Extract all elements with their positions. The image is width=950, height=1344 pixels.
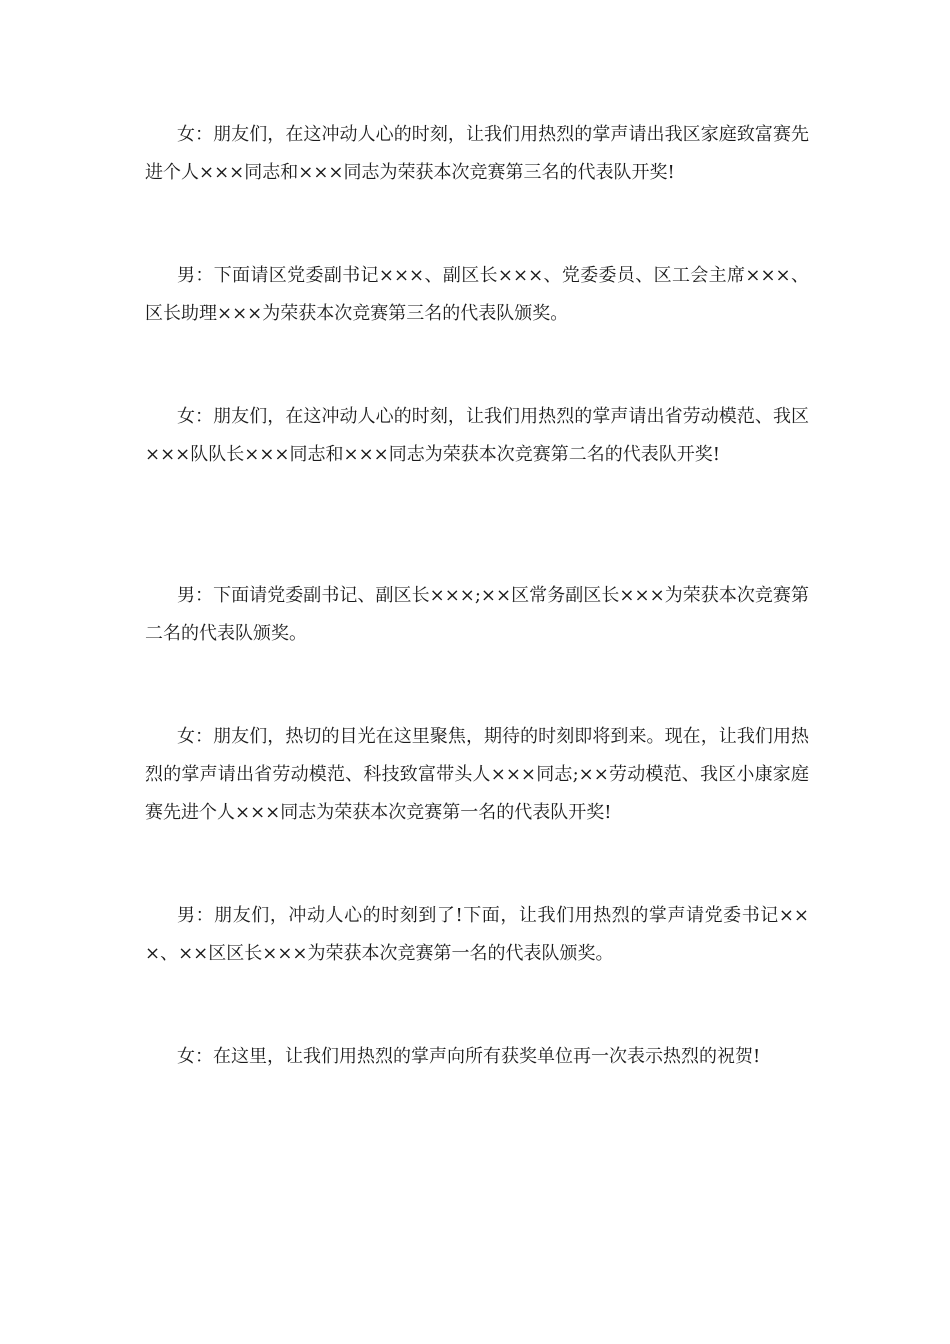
- paragraph-female-host-third-prize-opening: 女：朋友们，在这冲动人心的时刻，让我们用热烈的掌声请出我区家庭致富赛先进个人×××同志和×××同志为荣获本次竞赛第三名的代表队开奖!: [145, 124, 809, 183]
- paragraph-male-host-first-prize-award: 男：朋友们，冲动人心的时刻到了!下面，让我们用热烈的掌声请党委书记×××、××区区长×××为荣获本次竞赛第一名的代表队颁奖。: [145, 905, 809, 964]
- paragraph-female-host-closing: 女：在这里，让我们用热烈的掌声向所有获奖单位再一次表示热烈的祝贺!: [177, 1046, 761, 1067]
- paragraph-female-host-first-prize-opening: 女：朋友们，热切的目光在这里聚焦，期待的时刻即将到来。现在，让我们用热烈的掌声请出省劳动模范、科技致富带头人×××同志;××劳动模范、我区小康家庭赛先进个人×××同志为荣获本次竞赛第一名的代表队开奖!: [145, 726, 809, 823]
- paragraph-male-host-third-prize-award: 男：下面请区党委副书记×××、副区长×××、党委委员、区工会主席×××、区长助理×××为荣获本次竞赛第三名的代表队颁奖。: [145, 265, 809, 324]
- paragraph-male-host-second-prize-award: 男：下面请党委副书记、副区长×××;××区常务副区长×××为荣获本次竞赛第二名的代表队颁奖。: [145, 585, 809, 644]
- paragraph-female-host-second-prize-opening: 女：朋友们，在这冲动人心的时刻，让我们用热烈的掌声请出省劳动模范、我区×××队队长×××同志和×××同志为荣获本次竞赛第二名的代表队开奖!: [145, 406, 809, 465]
